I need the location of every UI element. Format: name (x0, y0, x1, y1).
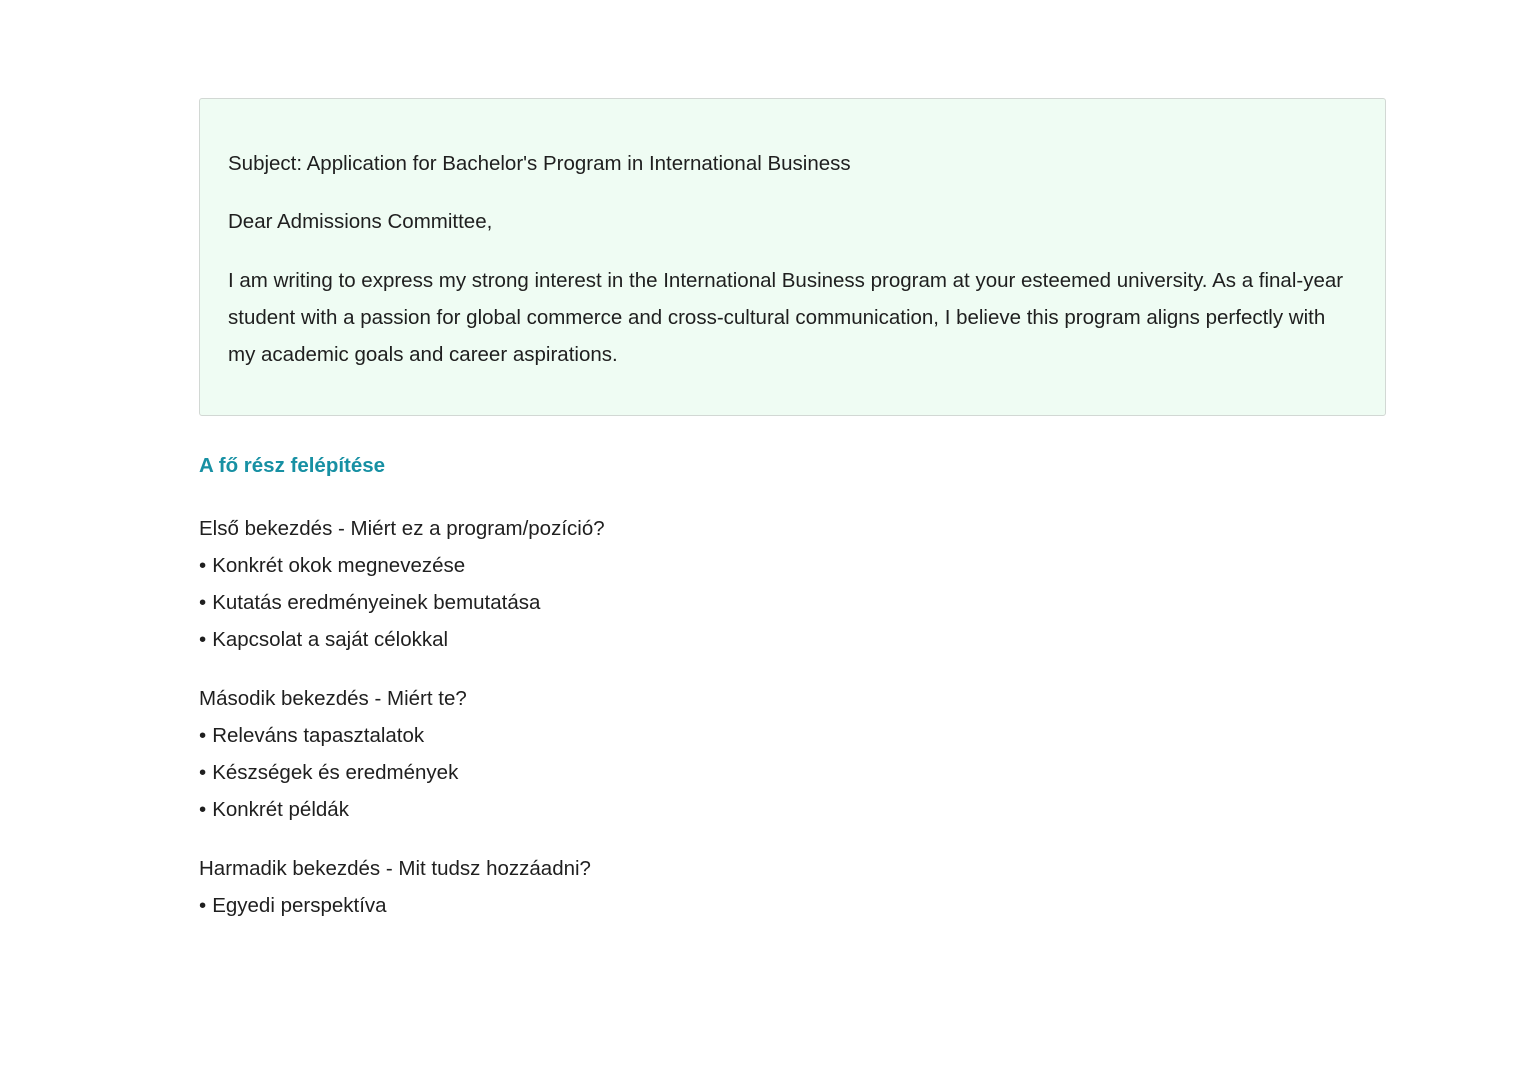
list-item (199, 887, 1386, 924)
bullet-icon: • (199, 798, 207, 821)
list-item-text: Készségek és eredmények (212, 761, 459, 784)
list-item-text: Kapcsolat a saját célokkal (212, 628, 449, 651)
letter-greeting: Dear Admissions Committee, (228, 210, 493, 233)
bullet-icon: • (199, 554, 207, 577)
list-item (199, 791, 1386, 828)
list-item (199, 584, 1386, 621)
letter-subject: Subject: Application for Bachelor's Program in International Business (228, 152, 851, 175)
list-item-text: Konkrét okok megnevezése (212, 554, 466, 577)
list-item (199, 754, 1386, 791)
bullet-icon: • (199, 591, 207, 614)
block-heading: Második bekezdés - Miért te? (199, 687, 467, 710)
list-item-text: Egyedi perspektíva (212, 894, 387, 917)
list-item-text: Kutatás eredményeinek bemutatása (212, 591, 541, 614)
list-item-text: Releváns tapasztalatok (212, 724, 425, 747)
block-heading: Harmadik bekezdés - Mit tudsz hozzáadni? (199, 857, 591, 880)
paragraph-block-2 (199, 680, 1386, 828)
list-item (199, 621, 1386, 658)
bullet-icon: • (199, 724, 207, 747)
example-letter-box (199, 98, 1386, 416)
list-item (199, 547, 1386, 584)
paragraph-block-3 (199, 850, 1386, 924)
list-item-text: Konkrét példák (212, 798, 349, 821)
document-page (199, 98, 1386, 924)
bullet-icon: • (199, 894, 207, 917)
paragraph-block-1 (199, 510, 1386, 658)
bullet-icon: • (199, 761, 207, 784)
letter-body: I am writing to express my strong interest in the International Business program at your esteemed university. As a final-year student with a passion for global commerce and cross-cultural communication, I believe this program aligns perfectly with my academic goals and career aspirations. (228, 269, 1344, 366)
list-item (199, 717, 1386, 754)
bullet-icon: • (199, 628, 207, 651)
section-title: A fő rész felépítése (199, 454, 386, 477)
block-heading: Első bekezdés - Miért ez a program/pozíció? (199, 517, 605, 540)
